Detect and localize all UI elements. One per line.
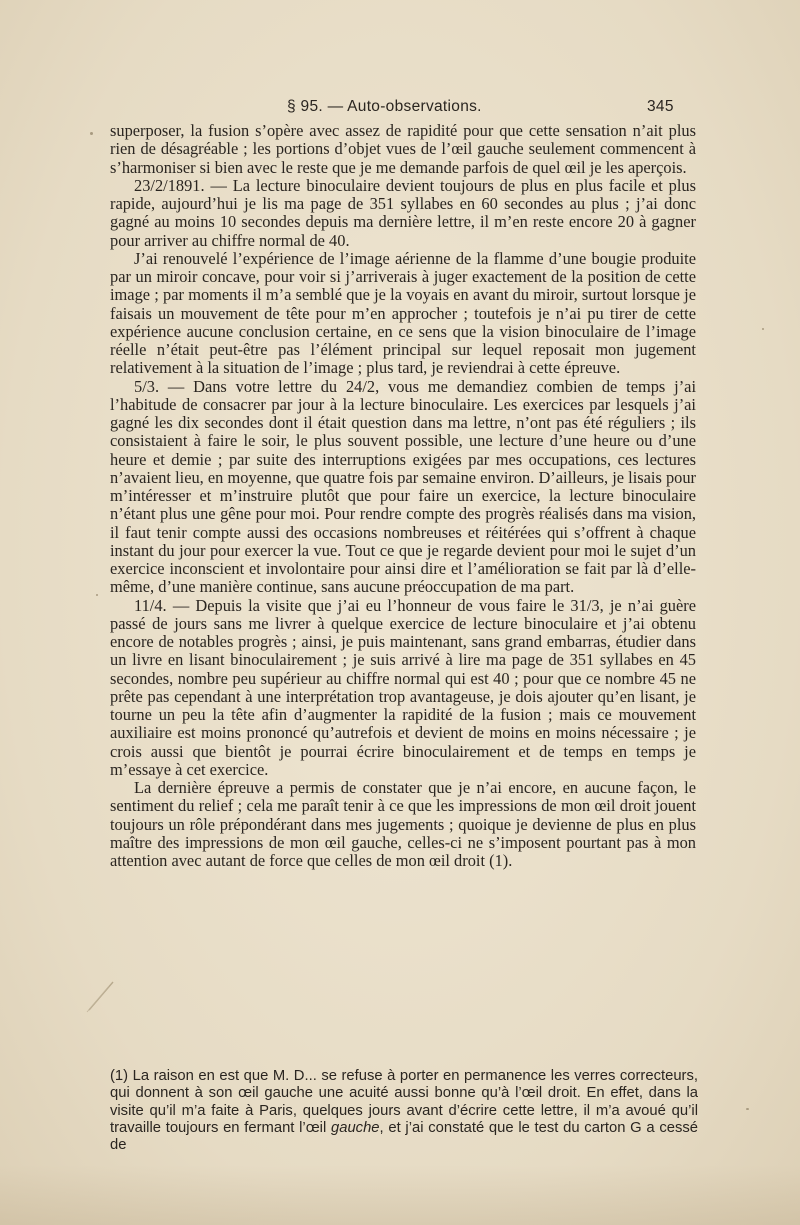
paper-speck (746, 1108, 749, 1110)
paragraph-entry-5-3: 5/3. — Dans votre lettre du 24/2, vous me demandiez combien de temps j’ai l’habitude de consacrer par jour à la lecture binoculaire. Les exercices par lesquels j’ai gagné les dix secondes dont il était question dans ma lettre, n’ont pas été réguliers ; ils consistaient à faire le soir, le plus souvent possible, une lecture d’une heure ou d’une heure et demie ; par suite des interruptions exigées par mes occupations, ces lectures n’avaient lieu, en moyenne, que quatre fois par semaine environ. D’ailleurs, je lisais pour m’intéresser et m’instruire plutôt que pour faire un exercice, la lecture binoculaire n’étant plus une gêne pour moi. Pour rendre compte des progrès réalisés dans ma vision, il faut tenir compte aussi des occasions nombreuses et réitérées qui s’offrent à chaque instant du jour pour exercer la vue. Tout ce que je regarde devient pour moi le sujet d’un exercice inconscient et involontaire pour ainsi dire et l’amélioration se fait par là d’elle-même, d’une manière continue, sans aucune préoccupation de ma part. (110, 376, 696, 597)
footnote-text-end: , et j’ai constaté que le test du carton G a cessé de (110, 1119, 698, 1154)
paper-speck (762, 328, 764, 330)
page-edge-shadow (0, 1165, 800, 1225)
running-head: § 95. — Auto-observations. (287, 98, 482, 115)
footnote-emphasis: gauche (330, 1119, 380, 1136)
footnote (110, 1068, 698, 1154)
paper-speck (90, 132, 93, 135)
paragraph-entry-11-4: 11/4. — Depuis la visite que j’ai eu l’honneur de vous faire le 31/3, je n’ai guère passé de jours sans me livrer à quelque exercice de lecture binoculaire et j’ai obtenu encore de notables progrès ; ainsi, je puis maintenant, sans grand embarras, étudier dans un livre en lisant binoculairement ; je suis arrivé à lire ma page de 351 syllabes en 45 secondes, nombre peu supérieur au chiffre normal qui est 40 ; pour que ce nombre 45 ne prête pas cependant à une interprétation trop avantageuse, je dois ajouter qu’en lisant, je tourne un peu la tête afin d’augmenter la rapidité de la fusion ; mais ce mouvement auxiliaire est moins prononcé qu’autrefois et devient de moins en moins nécessaire ; je crois aussi que bientôt je pourrai écrire binoculairement et de temps en temps je m’essaye à cet exercice. (110, 595, 696, 779)
paragraph-continuation: superposer, la fusion s’opère avec assez de rapidité pour que cette sensation n’ait plus rien de désagréable ; les portions d’objet vues de l’œil gauche seulement commencent à s’harmoniser si bien avec le reste que je me demande parfois de quel œil je les aperçois. (110, 121, 696, 177)
paragraph-entry-23-2-1891: 23/2/1891. — La lecture binoculaire devient toujours de plus en plus facile et plus rapide, aujourd’hui je lis ma page de 351 syllabes en 60 secondes au plus ; j’ai donc gagné au moins 10 secondes depuis ma dernière lettre, il m’en reste encore 20 à gagner pour arriver au chiffre normal de 40. (110, 175, 696, 250)
paper-speck (96, 594, 98, 596)
page-number: 345 (647, 98, 674, 115)
footnote-text (110, 1068, 698, 1154)
paragraph-last-test: La dernière épreuve a permis de constater que je n’ai encore, en aucune façon, le sentiment du relief ; cela me paraît tenir à ce que les impressions de mon œil droit jouent toujours un rôle prépondérant dans mes jugements ; quoique je devienne de plus en plus maître des impressions de mon œil gauche, celles-ci ne s’imposent pourtant pas à mon attention avec autant de force que celles de mon œil droit (1). (110, 778, 696, 870)
page-header (0, 98, 800, 122)
footnote-text-start: (1) La raison en est que M. D... se refuse à porter en permanence les verres correcteurs, qui donnent à son œil gauche une acuité aussi bonne qu’à l’œil droit. En effet, dans la visite qu’il m’a faite à Paris, quelques jours avant d’écrire cette lettre, il m’a avoué qu’il travaille toujours en fermant l’œil (110, 1068, 698, 1136)
pencil-mark-icon (83, 980, 117, 1014)
paragraph-image-experiment: J’ai renouvelé l’expérience de l’image aérienne de la flamme d’une bougie produite par un miroir concave, pour voir si j’arriverais à juger exactement de la position de cette image ; par moments il m’a semblé que je la voyais en avant du miroir, surtout lorsque je faisais un mouvement de tête pour m’en approcher ; toutefois je n’ai pu tirer de cette expérience aucune conclusion certaine, en ce sens que la vision binoculaire de l’image réelle n’était peut-être pas l’élément principal sur lequel reposait mon jugement relativement à la situation de l’image ; plus tard, je reviendrai à cette épreuve. (110, 248, 696, 378)
body-text (110, 122, 696, 870)
